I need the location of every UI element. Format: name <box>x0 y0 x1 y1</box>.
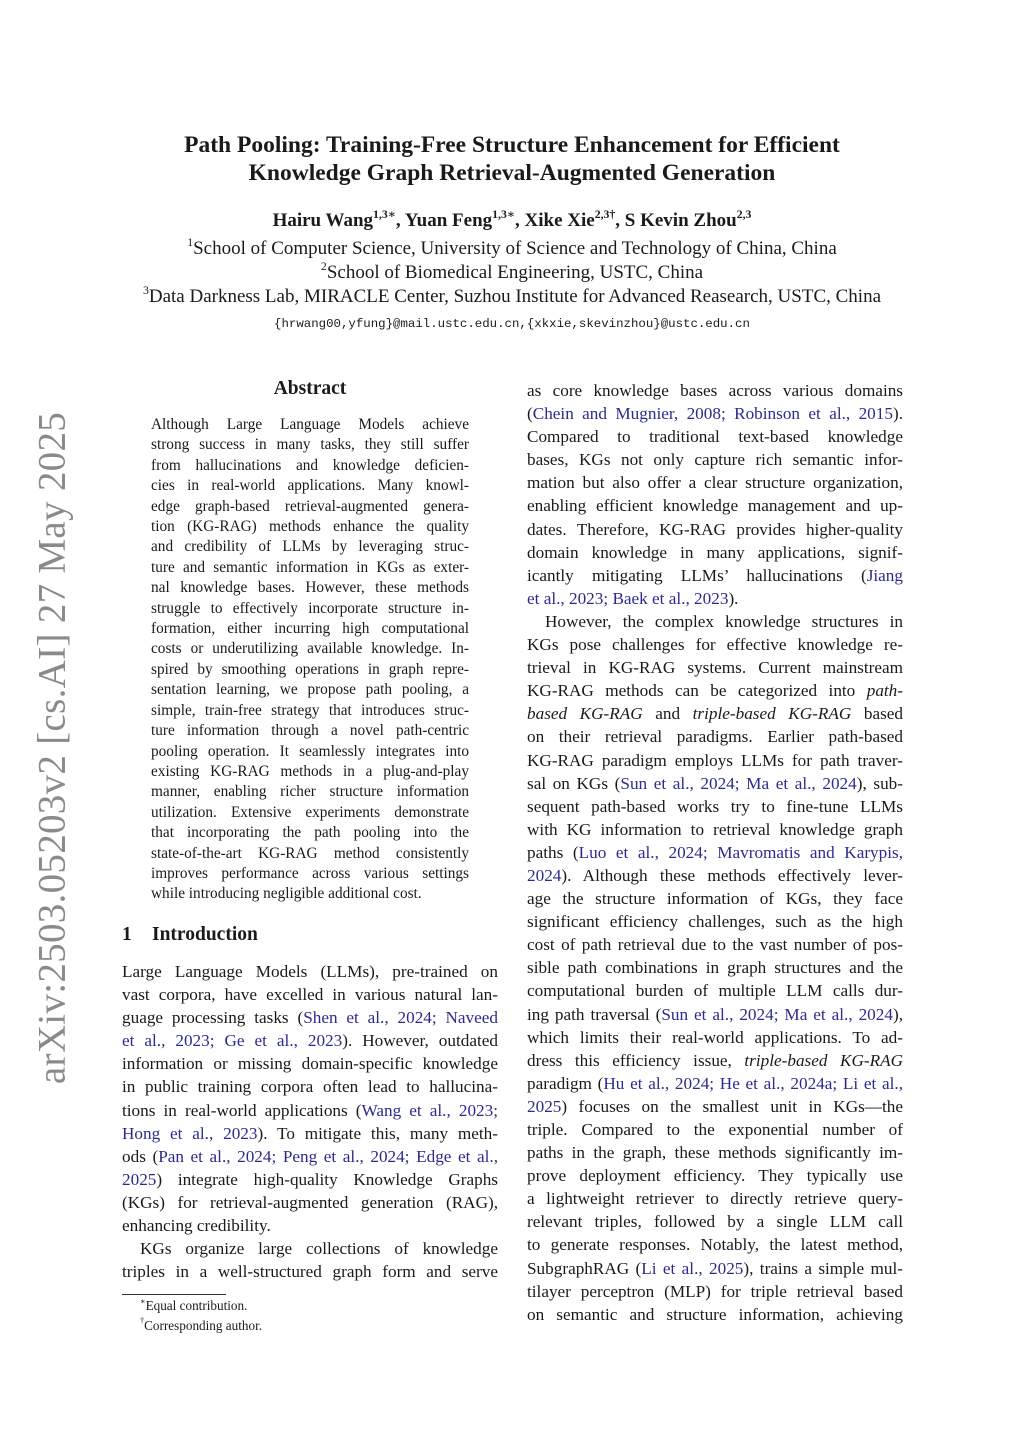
body-text: ), trains a simple mul- <box>743 1258 903 1278</box>
body-text: and <box>642 704 693 724</box>
abstract-line: tion (KG-RAG) methods enhance the quality <box>151 518 469 536</box>
footnote-text: Corresponding author. <box>144 1317 263 1333</box>
text-line <box>527 679 903 702</box>
body-text: a lightweight retriever to directly retrieve query- <box>527 1189 903 1209</box>
body-text: sequent path-based works try to fine-tune LLMs <box>527 796 903 816</box>
text-line <box>527 1049 903 1072</box>
abstract-line: struggle to effectively incorporate structure in- <box>151 599 469 617</box>
text-line <box>122 1145 498 1168</box>
abstract-line: nal knowledge bases. However, these methods <box>151 579 469 597</box>
body-text: with KG information to retrieval knowledge graph <box>527 819 903 839</box>
body-text: paths in the graph, these methods significantly im- <box>527 1143 903 1163</box>
text-line <box>122 1029 498 1052</box>
body-text: cost of path retrieval due to the vast number of pos- <box>527 935 903 955</box>
citation-link[interactable]: et al., 2023; Baek et al., 2023 <box>527 588 729 608</box>
text-line <box>122 1168 498 1191</box>
author-separator: , <box>395 210 405 231</box>
text-line <box>527 818 903 841</box>
body-text: computational burden of multiple LLM calls dur- <box>527 981 903 1001</box>
body-text: triple. Compared to the exponential number of <box>527 1120 903 1139</box>
body-text: icantly mitigating LLMs’ hallucinations ( <box>527 565 867 585</box>
text-line <box>527 702 903 725</box>
text-line <box>122 1122 498 1145</box>
body-text: (KGs) for retrieval-augmented generation (RAG), <box>122 1192 498 1212</box>
body-text: ). <box>892 404 903 424</box>
abstract-line: while introducing negligible additional cost. <box>151 885 422 903</box>
author-name: S Kevin Zhou <box>624 210 737 231</box>
text-line <box>527 1118 903 1141</box>
body-text: ( <box>527 404 533 424</box>
text-line <box>122 1099 498 1122</box>
body-text: enhancing credibility. <box>122 1216 271 1236</box>
text-line <box>527 471 903 494</box>
abstract-line: spired by smoothing operations in graph repre- <box>151 660 469 678</box>
body-text: Large Language Models (LLMs), pre-trained on <box>122 962 498 981</box>
footnote-text: Equal contribution. <box>145 1298 248 1313</box>
body-text: ), sub- <box>856 773 903 793</box>
text-line <box>527 1095 903 1118</box>
body-text: ing path traversal ( <box>527 1004 662 1024</box>
body-text: in public training corpora often lead to hallucina- <box>122 1077 498 1097</box>
text-line <box>527 1164 903 1187</box>
body-text: KGs organize large collections of knowledge <box>140 1239 498 1259</box>
citation-link[interactable]: Hu et al., 2024; He et al., 2024a; Li et al., <box>603 1073 903 1093</box>
text-line <box>122 983 498 1006</box>
body-text: significant efficiency challenges, such as the high <box>527 912 903 932</box>
section-title: Introduction <box>152 924 258 945</box>
body-text: bases, KGs not only capture rich semantic infor- <box>527 450 903 470</box>
footnote-mark: † <box>140 1316 145 1326</box>
author-name: Yuan Feng <box>404 210 493 231</box>
author-affil-mark: 1,3∗ <box>492 207 515 221</box>
abstract-line: costs or underutilizing available knowledge. In- <box>151 640 469 658</box>
body-text: dress this efficiency issue, <box>527 1050 745 1070</box>
body-text: triples in a well-structured graph form and serve <box>122 1262 498 1282</box>
body-text: based <box>851 704 903 724</box>
footnotes <box>140 1296 262 1335</box>
body-text: on semantic and structure information, achieving <box>527 1304 903 1324</box>
abstract-line: formation, either incurring high computational <box>151 620 469 638</box>
body-text: mation but also offer a clear structure organization, <box>527 473 903 493</box>
text-line <box>122 1214 498 1237</box>
citation-link[interactable]: Hong et al., 2023 <box>122 1123 258 1143</box>
citation-link[interactable]: Shen et al., 2024; Naveed <box>303 1008 498 1028</box>
author-separator: , <box>515 210 525 231</box>
text-line <box>122 1237 498 1260</box>
abstract-line: existing KG-RAG methods in a plug-and-play <box>151 762 469 780</box>
arxiv-identifier: arXiv:2503.05203v2 [cs.AI] 27 May 2025 <box>30 411 74 1085</box>
body-text: tilayer perceptron (MLP) for triple retrieval based <box>527 1281 903 1301</box>
abstract-line: pooling operation. It seamlessly integrates into <box>151 742 469 760</box>
citation-link[interactable]: Chein and Mugnier, 2008; Robinson et al., 2015 <box>532 404 893 424</box>
author-affil-mark: 2,3† <box>594 207 616 221</box>
left-column-text <box>122 960 498 1283</box>
body-text: Compared to traditional text-based knowledge <box>527 427 903 447</box>
text-line <box>527 425 903 448</box>
body-text: ) integrate high-quality Knowledge Graphs <box>156 1169 498 1189</box>
abstract-line: strong success in many tasks, they still suffer <box>151 436 469 454</box>
citation-link[interactable]: Wang et al., 2023; <box>361 1100 498 1120</box>
emphasis-text: triple-based KG-RAG <box>744 1050 903 1070</box>
body-text: trieval in KG-RAG systems. Current mainstream <box>527 658 903 678</box>
text-line <box>527 656 903 679</box>
text-line <box>527 1003 903 1026</box>
text-line <box>122 1075 498 1098</box>
body-text: ) focuses on the smallest unit in KGs—the <box>561 1096 903 1116</box>
affiliation <box>60 261 964 285</box>
text-line <box>527 541 903 564</box>
affiliation-mark: 1 <box>187 235 194 249</box>
body-text: KGs pose challenges for effective knowledge re- <box>527 635 903 655</box>
footnote <box>140 1296 262 1316</box>
footnote-rule <box>122 1294 226 1295</box>
abstract-line: Although Large Language Models achieve <box>151 416 469 433</box>
text-line <box>527 864 903 887</box>
abstract-line: utilization. Extensive experiments demonstrate <box>151 803 469 821</box>
body-text: ), <box>892 1004 903 1024</box>
abstract-line: ture and semantic information in KGs as exter- <box>151 558 469 576</box>
body-text: sal on KGs ( <box>527 773 621 793</box>
body-text: ). Although these methods effectively lever- <box>561 865 903 885</box>
text-line <box>122 1260 498 1283</box>
text-line <box>527 564 903 587</box>
title-line: Path Pooling: Training-Free Structure Enhancement for Efficient <box>184 132 840 158</box>
affiliation-text: Data Darkness Lab, MIRACLE Center, Suzhou Institute for Advanced Reasearch, USTC, China <box>148 286 882 307</box>
affiliation-mark: 2 <box>320 259 327 273</box>
text-line <box>527 633 903 656</box>
section-number: 1 <box>122 924 132 945</box>
text-line <box>527 933 903 956</box>
body-text: ). However, outdated <box>342 1031 498 1051</box>
body-text: on their retrieval paradigms. Earlier path-based <box>527 727 903 747</box>
citation-link[interactable]: Pan et al., 2024; Peng et al., 2024; Edge et al., <box>158 1146 498 1166</box>
body-text: KG-RAG paradigm employs LLMs for path traver- <box>527 750 903 770</box>
citation-link[interactable]: Jiang <box>866 565 903 585</box>
body-text: ods ( <box>122 1146 159 1166</box>
body-text: KG-RAG methods can be categorized into <box>527 681 867 701</box>
text-line <box>527 887 903 910</box>
abstract-line: cies in real-world applications. Many knowl- <box>151 477 469 495</box>
abstract-heading: Abstract <box>273 378 347 399</box>
affiliation-mark: 3 <box>142 283 149 297</box>
body-text: age the structure information of KGs, they face <box>527 889 903 909</box>
body-text: information or missing domain-specific knowledge <box>122 1054 498 1074</box>
citation-link[interactable]: Sun et al., 2024; Ma et al., 2024 <box>661 1004 893 1024</box>
affiliation <box>60 285 964 309</box>
text-line <box>527 1303 903 1326</box>
body-text: to generate responses. Notably, the latest method, <box>527 1235 903 1255</box>
text-line <box>527 749 903 772</box>
text-line <box>527 795 903 818</box>
body-text: which limits their real-world applications. To ad- <box>527 1027 903 1047</box>
body-text: domain knowledge in many applications, signif- <box>527 542 903 562</box>
affiliation-text: School of Biomedical Engineering, USTC, China <box>326 262 704 283</box>
author-affil-mark: 1,3∗ <box>373 207 396 221</box>
body-text: However, the complex knowledge structures in <box>545 611 903 631</box>
emphasis-text: path- <box>866 681 903 701</box>
body-text: paths ( <box>527 842 579 862</box>
body-text: dates. Therefore, KG-RAG provides higher-quality <box>527 519 903 539</box>
abstract-line: state-of-the-art KG-RAG method consistently <box>151 844 469 862</box>
body-text: relevant triples, followed by a single LLM call <box>527 1212 903 1232</box>
section-heading <box>122 924 258 946</box>
body-text: vast corpora, have excelled in various natural lan- <box>122 985 498 1005</box>
author-name: Hairu Wang <box>272 210 374 231</box>
text-line <box>527 587 903 610</box>
text-line <box>122 1052 498 1075</box>
citation-link[interactable]: Sun et al., 2024; Ma et al., 2024 <box>620 773 857 793</box>
body-text: guage processing tasks ( <box>122 1008 304 1028</box>
body-text: as core knowledge bases across various domains <box>527 381 903 400</box>
abstract-line: and credibility of LLMs by leveraging struc- <box>151 538 469 556</box>
text-line <box>527 1280 903 1303</box>
abstract-line: simple, train-free strategy that introduces struc- <box>151 701 469 719</box>
affiliation-text: School of Computer Science, University of Science and Technology of China, China <box>193 238 837 259</box>
text-line <box>527 841 903 864</box>
author-name: Xike Xie <box>524 210 595 231</box>
author-affil-mark: 2,3 <box>736 207 752 221</box>
author-separator: , <box>615 210 625 231</box>
abstract-line: manner, enabling richer structure information <box>151 783 469 801</box>
footnote <box>140 1316 262 1336</box>
body-text: ). To mitigate this, many meth- <box>257 1123 498 1143</box>
text-line <box>527 1187 903 1210</box>
abstract-line: ture information through a novel path-centric <box>151 722 469 740</box>
author-list <box>100 208 924 234</box>
text-line <box>527 910 903 933</box>
affiliation <box>60 237 964 261</box>
text-line <box>527 1026 903 1049</box>
text-line <box>527 379 903 402</box>
text-line <box>527 1210 903 1233</box>
text-line <box>527 725 903 748</box>
emphasis-text: based KG-RAG <box>527 704 643 724</box>
body-text: sible path combinations in graph structures and the <box>527 958 903 978</box>
citation-link[interactable]: Li et al., 2025 <box>641 1258 744 1278</box>
text-line <box>527 448 903 471</box>
abstract-line: sentation learning, we propose path pooling, a <box>151 681 469 699</box>
footnote-mark: ∗ <box>140 1296 146 1306</box>
body-text: paradigm ( <box>527 1073 604 1093</box>
text-line <box>122 1006 498 1029</box>
text-line <box>527 772 903 795</box>
citation-link[interactable]: 2025 <box>122 1169 157 1189</box>
body-text: enabling efficient knowledge management and up- <box>527 496 903 516</box>
text-line <box>527 610 903 633</box>
text-line <box>527 402 903 425</box>
text-line <box>527 1233 903 1256</box>
citation-link[interactable]: Luo et al., 2024; Mavromatis and Karypis, <box>578 842 903 862</box>
abstract-line: from hallucinations and knowledge deficien- <box>151 456 469 474</box>
text-line <box>527 1257 903 1280</box>
citation-link[interactable]: 2024 <box>527 865 562 885</box>
text-line <box>527 494 903 517</box>
citation-link[interactable]: 2025 <box>527 1096 562 1116</box>
citation-link[interactable]: et al., 2023; Ge et al., 2023 <box>122 1031 343 1051</box>
abstract-line: edge graph-based retrieval-augmented genera- <box>151 497 469 515</box>
text-line <box>527 518 903 541</box>
author-emails: {hrwang00,yfung}@mail.ustc.edu.cn,{xkxie,skevinzhou}@ustc.edu.cn <box>274 317 750 331</box>
text-line <box>122 960 498 983</box>
body-text: ). <box>728 588 739 608</box>
body-text: tions in real-world applications ( <box>122 1100 362 1120</box>
text-line <box>527 956 903 979</box>
emphasis-text: triple-based KG-RAG <box>692 704 852 724</box>
abstract-line: improves performance across various settings <box>151 864 469 882</box>
abstract-line: that incorporating the path pooling into the <box>151 824 469 842</box>
text-line <box>122 1191 498 1214</box>
text-line <box>527 979 903 1002</box>
text-line <box>527 1141 903 1164</box>
body-text: SubgraphRAG ( <box>527 1258 642 1278</box>
paper-title <box>100 131 924 187</box>
right-column-text <box>527 379 903 1326</box>
text-line <box>527 1072 903 1095</box>
title-line: Knowledge Graph Retrieval-Augmented Generation <box>248 160 776 186</box>
abstract-body <box>151 415 469 905</box>
body-text: prove deployment efficiency. They typically use <box>527 1166 903 1186</box>
